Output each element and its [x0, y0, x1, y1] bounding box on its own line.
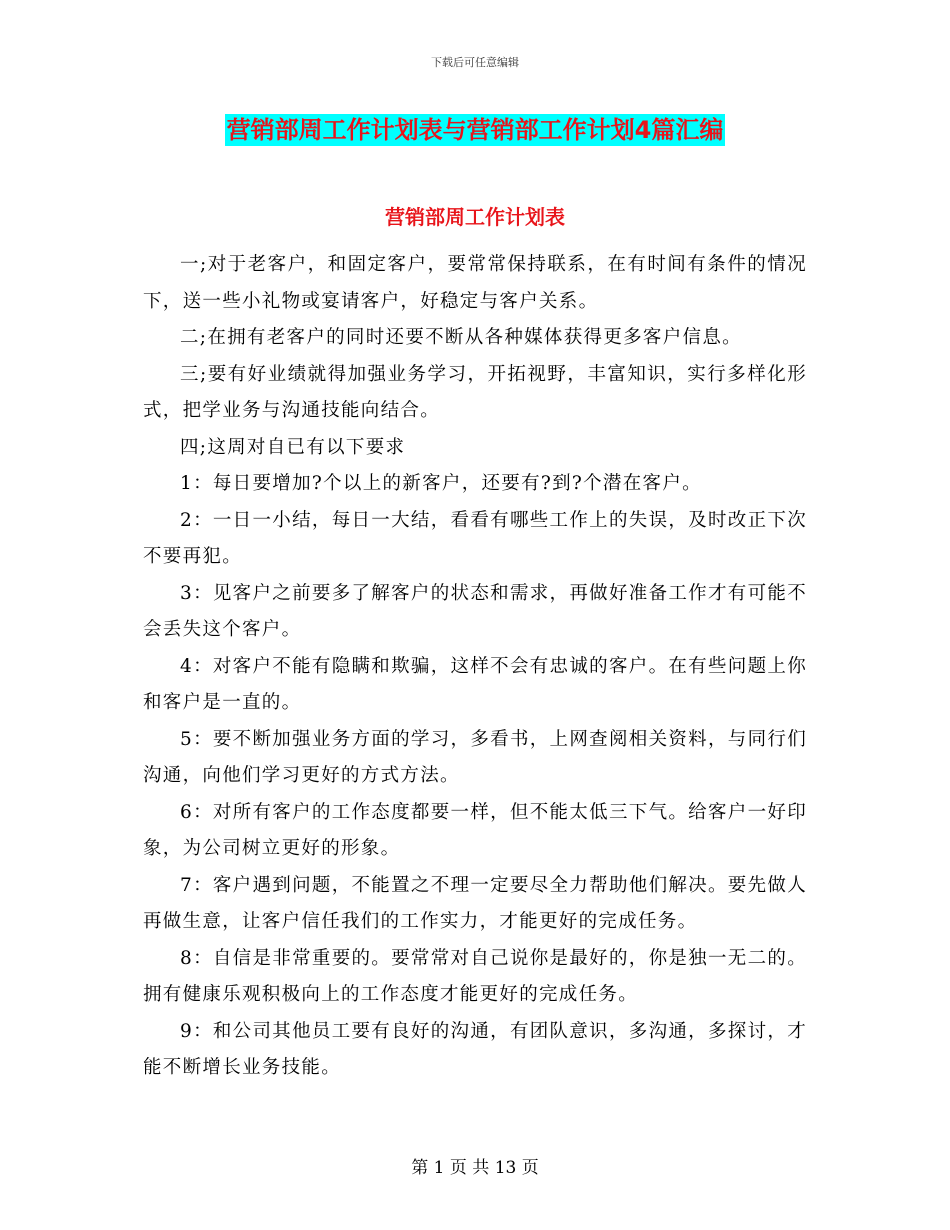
header-note: 下载后可任意编辑: [431, 56, 519, 69]
paragraph: 4：对客户不能有隐瞒和欺骗，这样不会有忠诚的客户。在有些问题上你和客户是一直的。: [143, 655, 807, 713]
paragraph: 7：客户遇到问题，不能置之不理一定要尽全力帮助他们解决。要先做人再做生意，让客户信任我们的工作实力，才能更好的完成任务。: [143, 874, 807, 932]
paragraph: 9：和公司其他员工要有良好的沟通，有团队意识，多沟通，多探讨，才能不断增长业务技能。: [143, 1020, 807, 1078]
paragraph: 三;要有好业绩就得加强业务学习，开拓视野，丰富知识，实行多样化形式，把学业务与沟通技能向结合。: [143, 363, 807, 421]
section-title: 营销部周工作计划表: [385, 205, 565, 229]
paragraph: 5：要不断加强业务方面的学习，多看书，上网查阅相关资料，与同行们沟通，向他们学习更好的方式方法。: [143, 728, 807, 786]
paragraph: 2：一日一小结，每日一大结，看看有哪些工作上的失误，及时改正下次不要再犯。: [143, 509, 807, 567]
paragraph: 一;对于老客户，和固定客户，要常常保持联系，在有时间有条件的情况下，送一些小礼物或宴请客户，好稳定与客户关系。: [143, 254, 807, 312]
paragraph: 6：对所有客户的工作态度都要一样，但不能太低三下气。给客户一好印象，为公司树立更好的形象。: [143, 801, 807, 859]
paragraph: 8：自信是非常重要的。要常常对自己说你是最好的，你是独一无二的。拥有健康乐观积极向上的工作态度才能更好的完成任务。: [143, 947, 807, 1005]
main-title: 营销部周工作计划表与营销部工作计划4篇汇编: [226, 116, 724, 144]
body-text: [143, 247, 807, 1087]
paragraph: 1：每日要增加?个以上的新客户，还要有?到?个潜在客户。: [180, 473, 702, 494]
paragraph: 3：见客户之前要多了解客户的状态和需求，再做好准备工作才有可能不会丢失这个客户。: [143, 582, 807, 640]
page-number: 第 1 页 共 13 页: [411, 1158, 539, 1178]
main-title-container: [0, 114, 950, 146]
paragraph: 二;在拥有老客户的同时还要不断从各种媒体获得更多客户信息。: [180, 327, 742, 348]
paragraph: 四;这周对自已有以下要求: [180, 436, 406, 458]
